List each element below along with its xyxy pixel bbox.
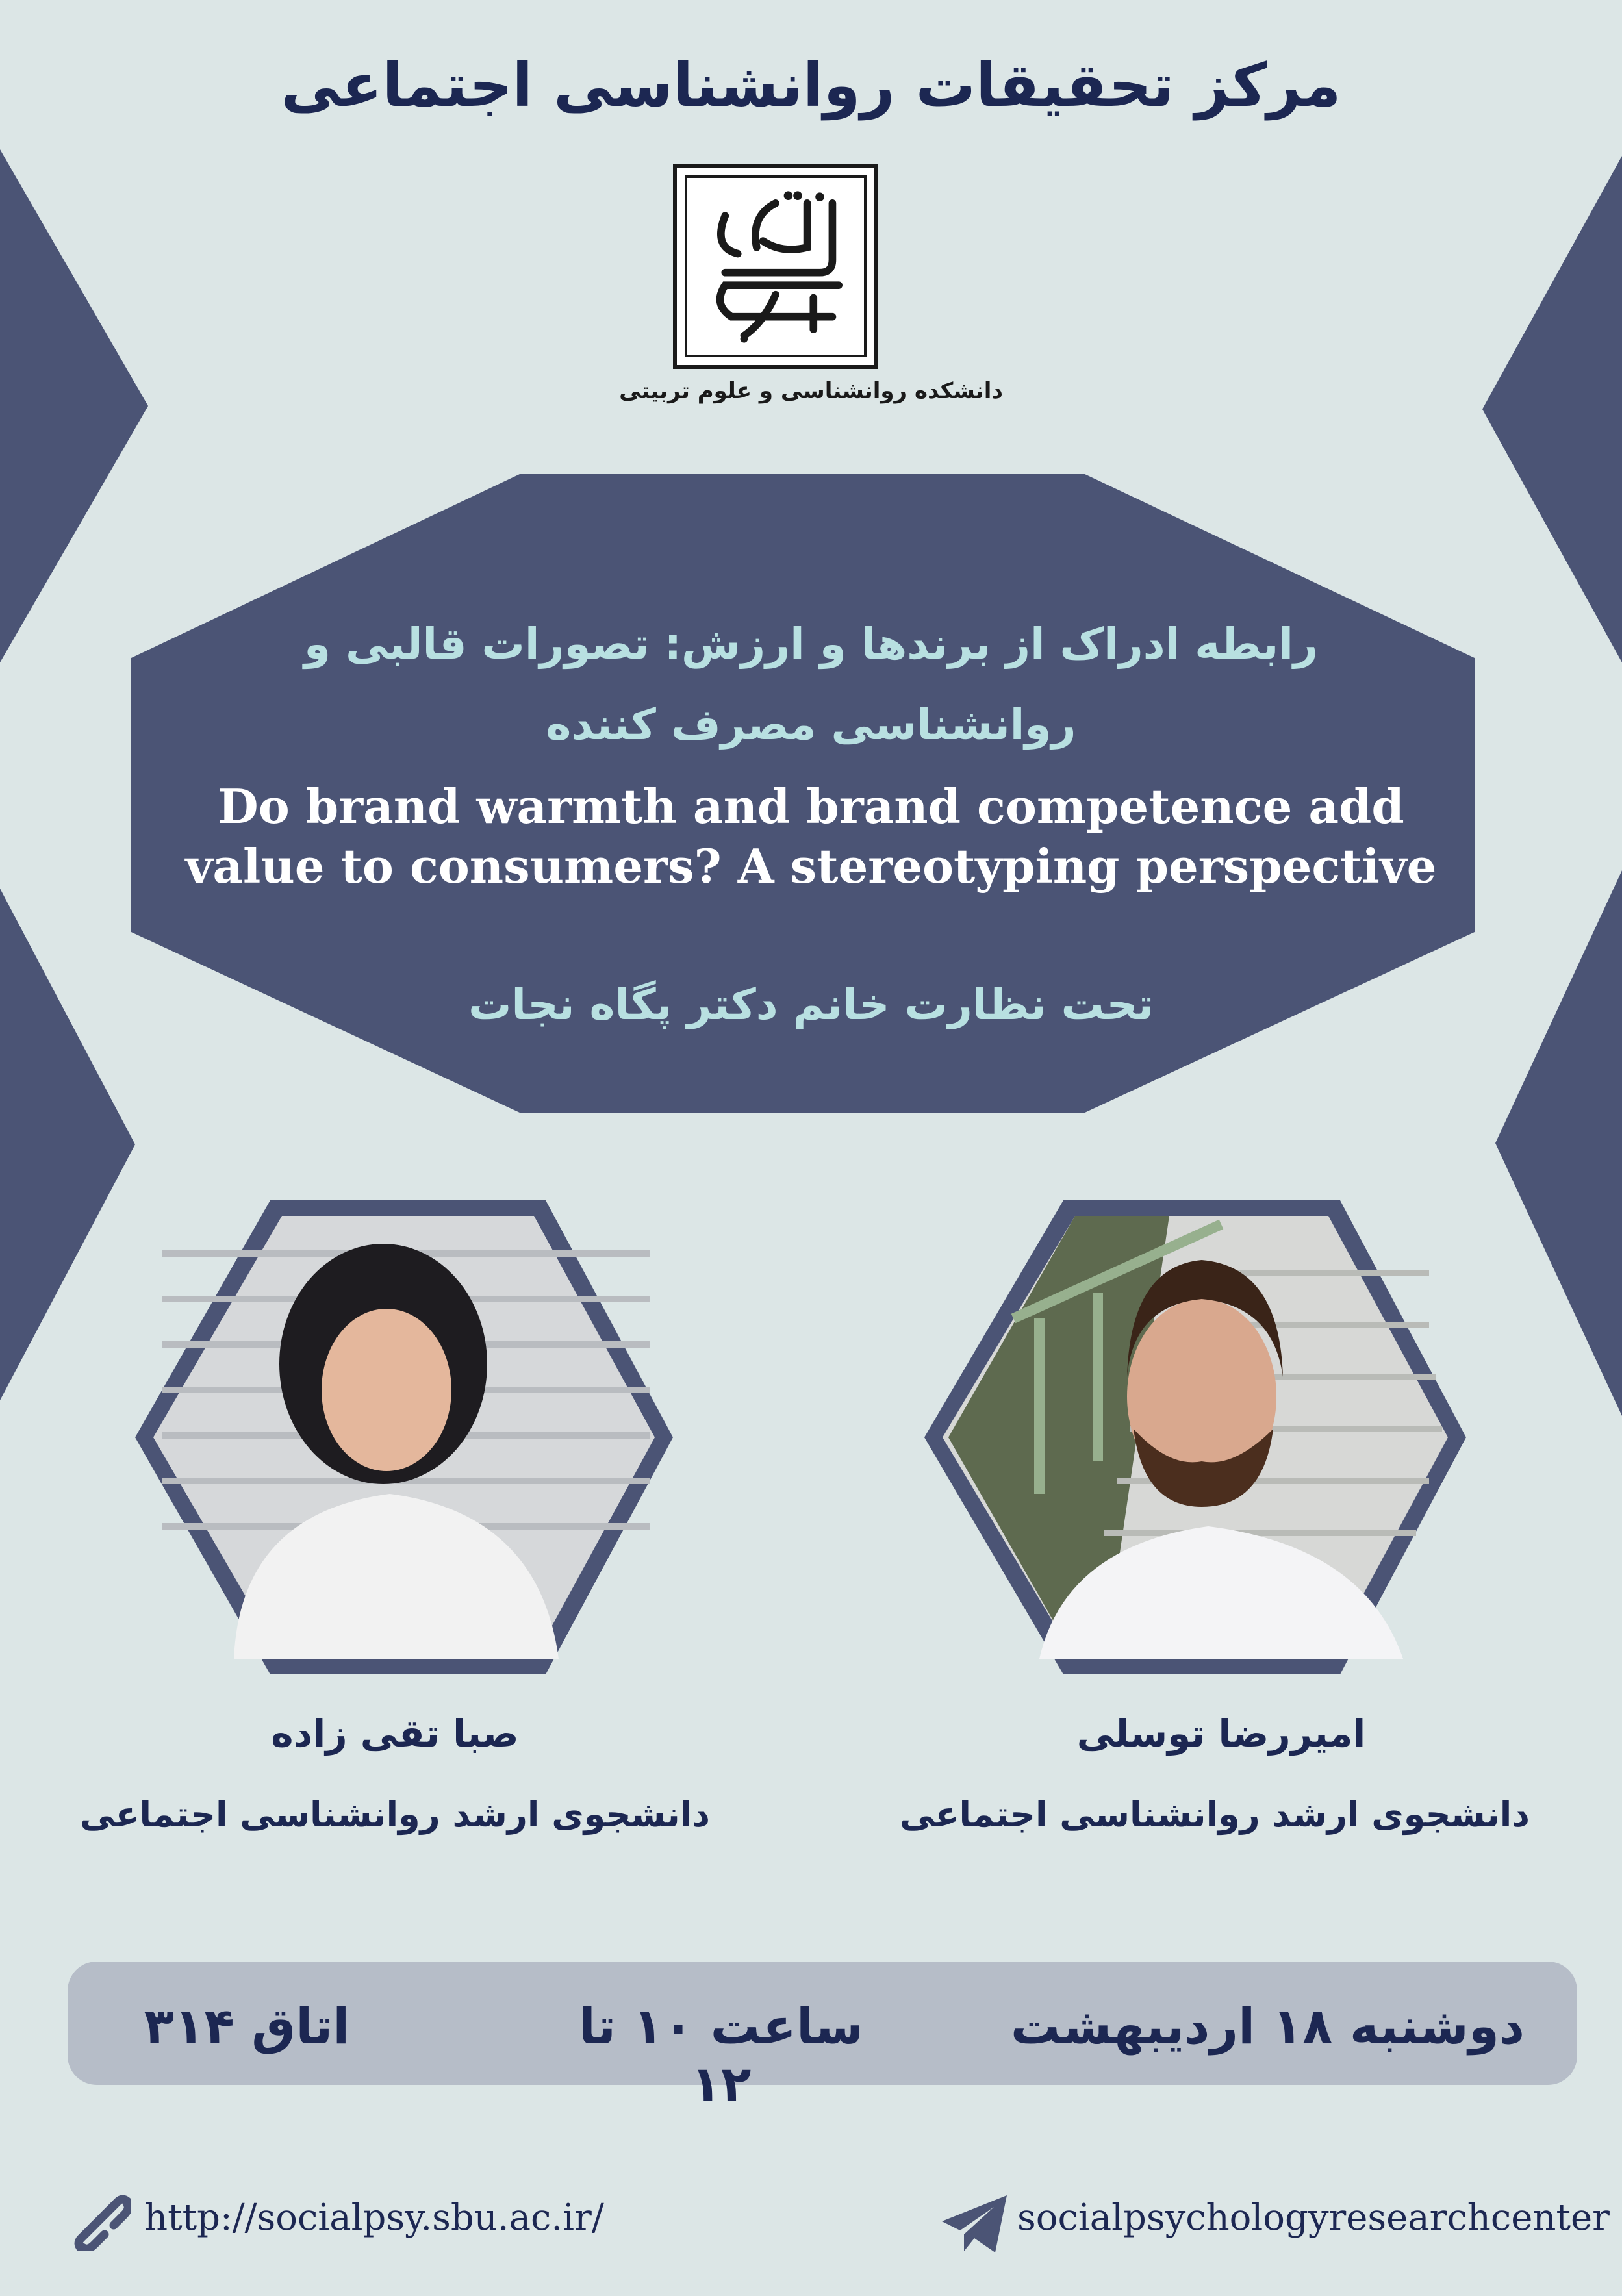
- telegram-icon: [942, 2195, 1007, 2254]
- telegram-handle[interactable]: socialpsychologyresearchcenter: [1017, 2197, 1610, 2239]
- left-lower-hexagon: [0, 889, 135, 1400]
- schedule-room: اتاق ۳۱۴: [144, 1997, 350, 2055]
- website-link[interactable]: http://socialpsy.sbu.ac.ir/: [144, 2197, 604, 2239]
- talk-title-persian-line-2: روانشناسی مصرف کننده: [546, 700, 1076, 750]
- center-title: مرکز تحقیقات روانشناسی اجتماعی: [281, 51, 1341, 120]
- supervisor: تحت نظارت خانم دکتر پگاه نجات: [468, 979, 1154, 1029]
- right-upper-hexagon: [1482, 156, 1622, 662]
- schedule-day: دوشنبه ۱۸ اردیبهشت: [1010, 1997, 1525, 2055]
- link-icon: [68, 2189, 131, 2251]
- talk-title-persian-line-1: رابطه ادراک از برندها و ارزش: تصورات قالبی و: [304, 619, 1318, 669]
- speaker-role-saba: دانشجوی ارشد روانشناسی اجتماعی: [80, 1794, 710, 1835]
- speaker-photo-amirreza: [924, 1200, 1466, 1674]
- schedule-time: ساعت ۱۰ تا ۱۲: [578, 1997, 864, 2113]
- talk-title-persian: [130, 604, 1492, 765]
- university-logo: [673, 164, 878, 369]
- speaker-photo-saba: [135, 1200, 673, 1674]
- logo-calligraphy-icon: [687, 178, 864, 355]
- talk-title-english-line-1: Do brand warmth and brand competence add: [218, 779, 1404, 834]
- talk-title-english-line-2: value to consumers? A stereotyping perspective: [185, 839, 1437, 894]
- speaker-name-saba: صبا تقی زاده: [271, 1711, 519, 1756]
- left-upper-hexagon: [0, 149, 148, 662]
- speaker-role-amirreza: دانشجوی ارشد روانشناسی اجتماعی: [900, 1794, 1530, 1835]
- right-lower-hexagon: [1495, 870, 1622, 1416]
- faculty-name: دانشکده روانشناسی و علوم تربیتی: [619, 378, 1003, 404]
- talk-title-english: [130, 777, 1492, 896]
- speaker-name-amirreza: امیررضا توسلی: [1076, 1711, 1366, 1756]
